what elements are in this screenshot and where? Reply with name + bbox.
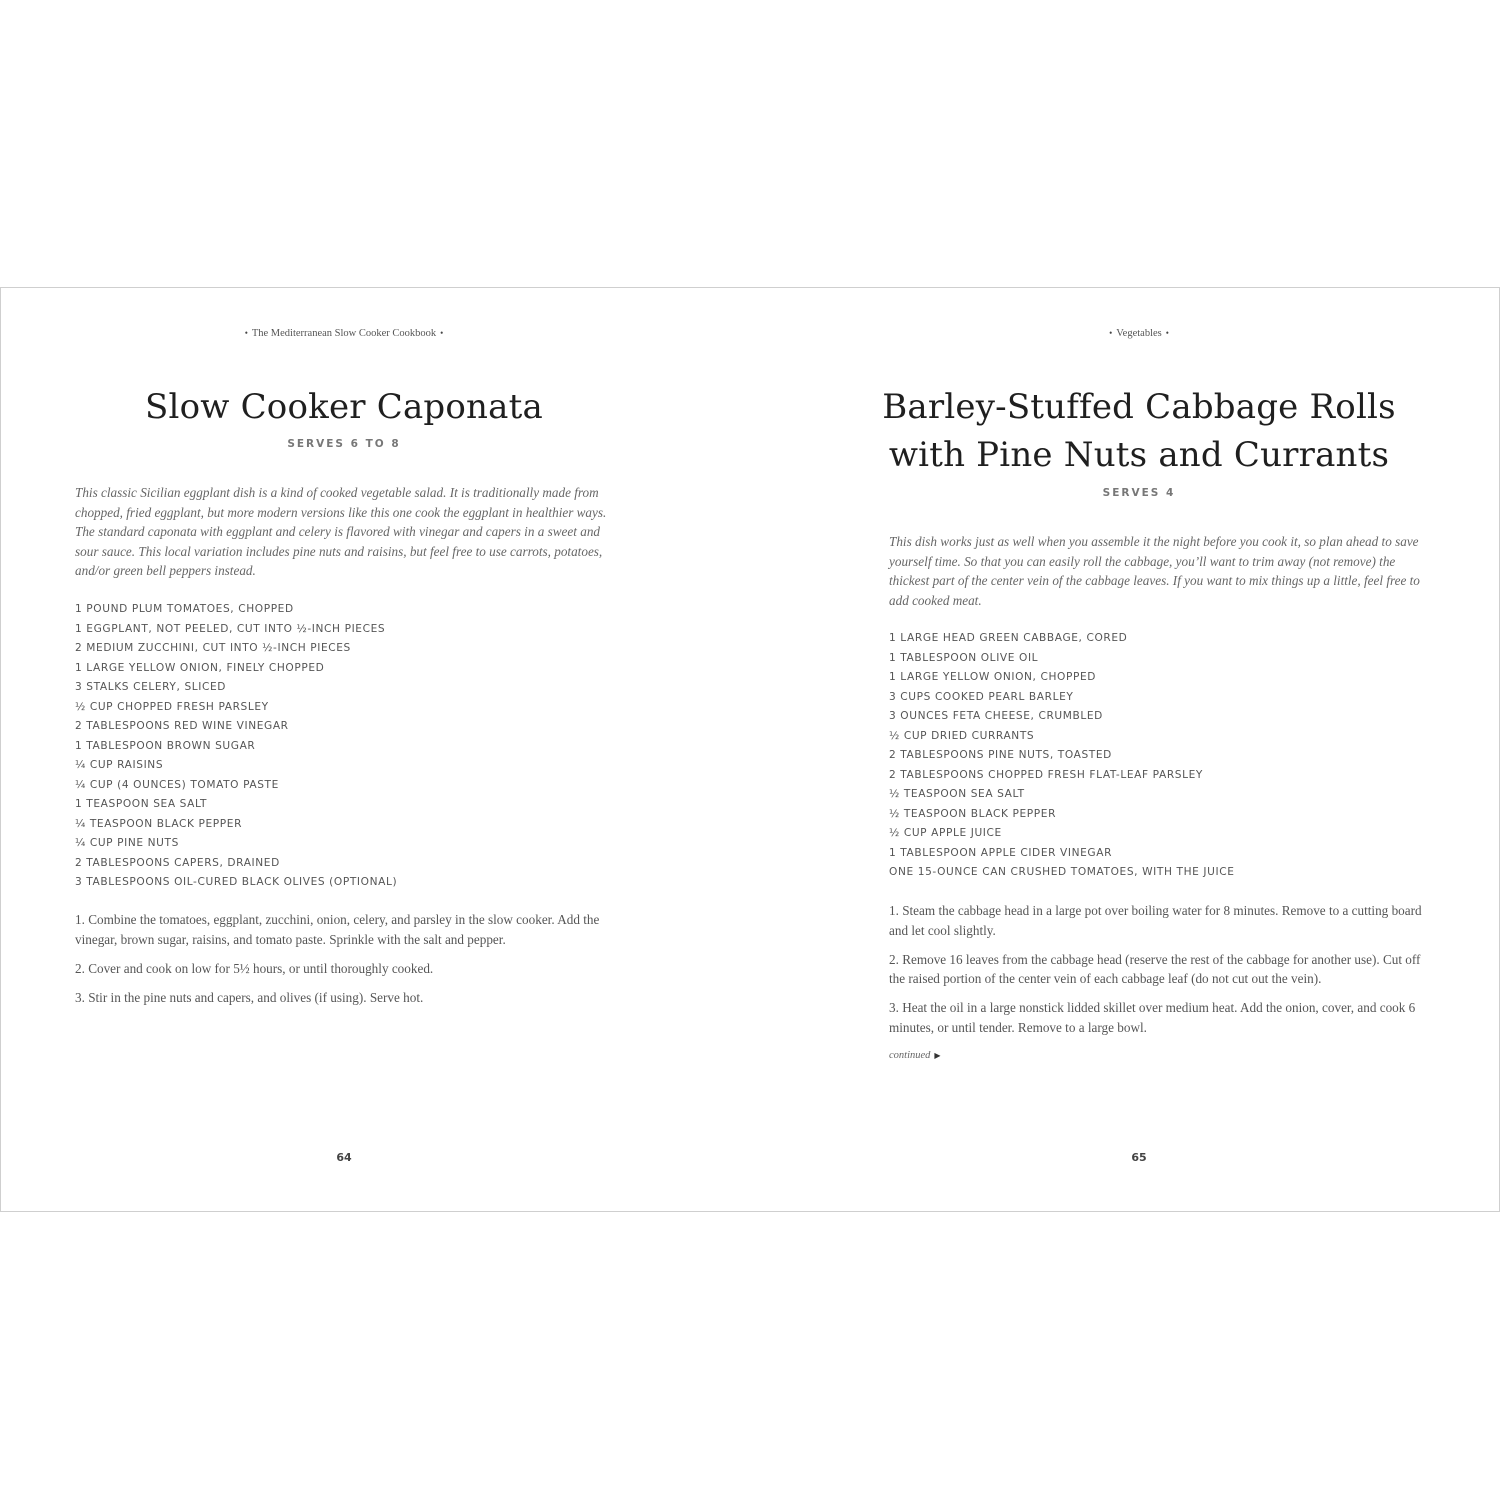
ingredient-item: 3 STALKS CELERY, SLICED [75,681,227,693]
recipe-title-line: with Pine Nuts and Currants [888,435,1390,475]
ingredient-item: ½ CUP APPLE JUICE [889,827,1002,839]
ingredient-item: 2 TABLESPOONS PINE NUTS, TOASTED [889,749,1112,761]
recipe-title: Slow Cooker Caponata [145,387,543,427]
right-page [751,288,1500,1211]
ingredient-item: 1 TEASPOON SEA SALT [75,798,208,810]
ingredient-item: ¼ CUP PINE NUTS [75,837,179,849]
ingredient-item: 2 MEDIUM ZUCCHINI, CUT INTO ½-INCH PIECES [75,642,351,654]
serves-label: SERVES 4 [1102,487,1176,499]
ingredient-item: ½ TEASPOON SEA SALT [889,788,1025,800]
ingredient-item: 2 TABLESPOONS CHOPPED FRESH FLAT-LEAF PARSLEY [889,768,1203,781]
play-arrow-icon: ▶ [934,1051,941,1060]
bullet-icon: • [244,328,248,338]
ingredient-item: ½ CUP CHOPPED FRESH PARSLEY [75,700,269,713]
step-item: 1. Combine the tomatoes, eggplant, zucchini, onion, celery, and parsley in the slow cooker. Add the vinegar, brown sugar, raisins, and tomato paste. Sprinkle with the salt and pepper. [75,912,600,947]
left-page [1,288,751,1211]
ingredient-item: 1 POUND PLUM TOMATOES, CHOPPED [75,603,294,615]
ingredient-item: 2 TABLESPOONS CAPERS, DRAINED [75,856,280,869]
step-item: 3. Heat the oil in a large nonstick lidded skillet over medium heat. Add the onion, cover, and cook 6 minutes, or until tender. Remove to a large bowl. [889,1000,1416,1035]
ingredient-item: 1 LARGE YELLOW ONION, FINELY CHOPPED [75,661,325,674]
ingredient-item: ½ CUP DRIED CURRANTS [889,729,1035,742]
ingredient-item: ONE 15-OUNCE CAN CRUSHED TOMATOES, WITH THE JUICE [889,866,1235,878]
running-head-right [764,328,1500,339]
ingredient-item: ¼ CUP RAISINS [75,759,164,771]
step-item: 2. Cover and cook on low for 5½ hours, or until thoroughly cooked. [75,960,434,976]
running-head-text: The Mediterranean Slow Cooker Cookbook [251,328,437,339]
running-head-left [0,328,719,339]
ingredient-item: ½ TEASPOON BLACK PEPPER [889,807,1057,820]
bullet-icon: • [440,328,444,338]
ingredient-item: 1 LARGE YELLOW ONION, CHOPPED [889,671,1097,683]
page-number: 64 [336,1151,352,1164]
ingredient-item: ¼ TEASPOON BLACK PEPPER [75,817,243,830]
ingredient-item: 1 TABLESPOON BROWN SUGAR [75,739,256,752]
recipe-intro: This classic Sicilian eggplant dish is a kind of cooked vegetable salad. It is traditionally made from chopped, fried eggplant, but more modern versions like this one cook the eggplant in healthier ways. The standard caponata with eggplant and celery is flavored with vinegar and capers in a sweet and sour sauce. This local variation includes pine nuts and raisins, but feel free to use carrots, potatoes, and/or green bell peppers instead. [75,485,607,578]
ingredient-item: 3 OUNCES FETA CHEESE, CRUMBLED [889,710,1103,722]
continued-label: continued [889,1050,931,1061]
ingredient-list [889,629,1449,883]
bullet-icon: • [1165,328,1169,338]
running-head-text: Vegetables [1116,328,1162,339]
recipe-title-line: Barley-Stuffed Cabbage Rolls [882,387,1396,427]
bullet-icon: • [1109,328,1113,338]
step-item: 2. Remove 16 leaves from the cabbage head (reserve the rest of the cabbage for another use). Cut off the raised portion of the center vein of each cabbage leaf (do not cut out the vein). [889,951,1421,986]
ingredient-item: 3 CUPS COOKED PEARL BARLEY [889,690,1074,703]
ingredient-item: 1 EGGPLANT, NOT PEELED, CUT INTO ½-INCH PIECES [75,622,386,635]
book-spread [0,287,1500,1212]
recipe-title [764,383,1500,479]
step-item: 3. Stir in the pine nuts and capers, and olives (if using). Serve hot. [75,989,424,1005]
recipe-intro: This dish works just as well when you assemble it the night before you cook it, so plan ahead to save yourself time. So that you can easily roll the cabbage, you’ll want to trim away (not remove) the thickest part of the center vein of the cabbage leaves. If you want to mix things up a little, feel free to add cooked meat. [889,534,1420,608]
ingredient-item: 1 LARGE HEAD GREEN CABBAGE, CORED [889,632,1128,644]
serves-label: SERVES 6 TO 8 [287,438,401,450]
ingredient-item: 2 TABLESPOONS RED WINE VINEGAR [75,720,289,732]
ingredient-item: 3 TABLESPOONS OIL-CURED BLACK OLIVES (OPTIONAL) [75,876,398,888]
ingredient-item: 1 TABLESPOON APPLE CIDER VINEGAR [889,846,1113,859]
continued-indicator [889,1050,941,1061]
recipe-steps [75,910,620,1017]
step-item: 1. Steam the cabbage head in a large pot over boiling water for 8 minutes. Remove to a cutting board and let cool slightly. [889,903,1422,938]
ingredient-item: 1 TABLESPOON OLIVE OIL [889,651,1039,664]
ingredient-item: ¼ CUP (4 OUNCES) TOMATO PASTE [75,778,279,791]
recipe-steps [889,901,1434,1047]
page-number: 65 [1131,1151,1147,1164]
ingredient-list [75,600,635,893]
